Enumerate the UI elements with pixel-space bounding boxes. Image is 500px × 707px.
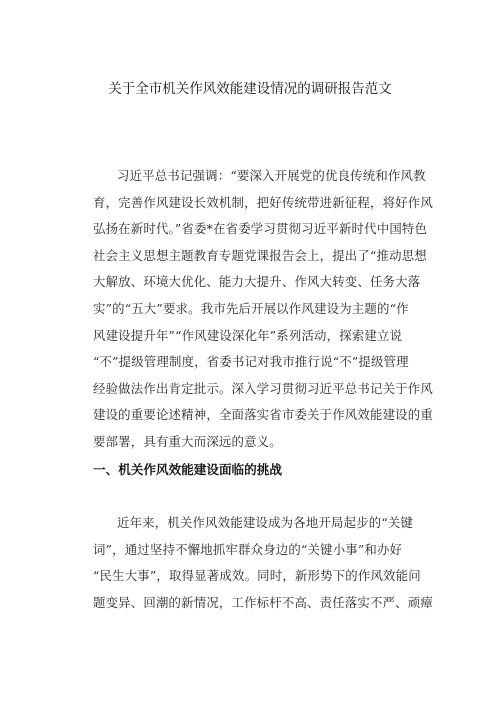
paragraph-line: 题变异、回潮的新情况，工作标杆不高、责任落实不严、顽瘴 [93,594,433,610]
paragraph-line: 弘扬在新时代。”省委*在省委学习贯彻习近平新时代中国特色 [93,221,428,237]
paragraph-line: 词”，通过坚持不懈地抓牢群众身边的“关键小事”和办好 [93,541,403,557]
intro-paragraph [93,163,433,456]
section-paragraph [93,510,433,616]
paragraph-line: 风建设提升年”“作风建设深化年”系列活动，探索建立说 [93,327,403,343]
paragraph-line: 建设的重要论述精神，全面落实省市委关于作风效能建设的重 [93,407,433,423]
paragraph-line: 习近平总书记强调：“要深入开展党的优良传统和作风教 [117,168,426,183]
paragraph-line: 要部署，具有重大而深远的意义。 [93,433,282,449]
paragraph-line: “民生大事”，取得显著成效。同时，新形势下的作风效能问 [93,568,421,584]
document-title: 关于全市机关作风效能建设情况的调研报告范文 [108,81,392,97]
section-heading: 一、机关作风效能建设面临的挑战 [93,462,282,477]
paragraph-line: “不”提级管理制度，省委书记对我市推行说“不”提级管理 [93,354,409,370]
paragraph-line: 经验做法作出肯定批示。深入学习贯彻习近平总书记关于作风 [93,380,433,396]
paragraph-line: 育，完善作风建设长效机制，把好传统带进新征程，将好作风 [93,194,433,210]
paragraph-line: 大解放、环境大优化、能力大提升、作风大转变、任务大落 [93,274,421,290]
paragraph-line: 社会主义思想主题教育专题党课报告会上，提出了“推动思想 [93,247,427,263]
paragraph-line: 实”的“五大”要求。我市先后开展以作风建设为主题的“作 [93,300,409,316]
paragraph-line: 近年来，机关作风效能建设成为各地开局起步的“关键 [117,515,414,530]
